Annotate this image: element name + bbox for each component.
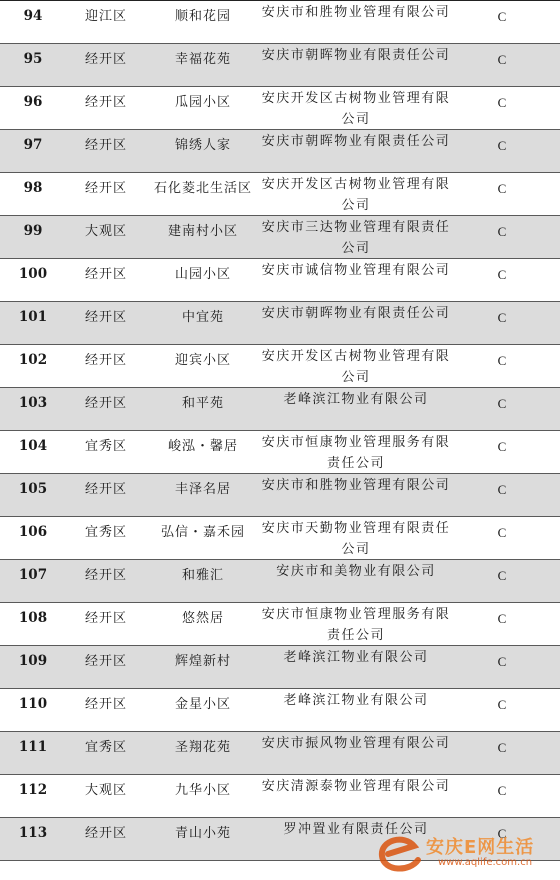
community-cell: 石化菱北生活区 bbox=[153, 181, 252, 196]
district-cell: 经开区 bbox=[84, 697, 127, 712]
company-cell: 安庆市朝晖物业有限责任公司 bbox=[261, 306, 451, 321]
company-cell: 安庆市和胜物业管理有限公司 bbox=[261, 478, 451, 493]
row-number: 103 bbox=[18, 395, 48, 411]
grade-cell: C bbox=[497, 439, 507, 454]
table-row bbox=[0, 474, 560, 517]
community-cell: 和雅汇 bbox=[181, 568, 224, 583]
community-cell: 丰泽名居 bbox=[174, 482, 231, 497]
district-cell: 大观区 bbox=[84, 224, 127, 239]
row-number: 104 bbox=[18, 438, 48, 454]
row-number: 94 bbox=[23, 8, 43, 24]
district-cell: 经开区 bbox=[84, 267, 127, 282]
company-cell: 罗冲置业有限责任公司 bbox=[283, 822, 429, 837]
community-cell: 顺和花园 bbox=[174, 9, 231, 24]
grade-cell: C bbox=[497, 181, 507, 196]
grade-cell: C bbox=[497, 568, 507, 583]
row-number: 109 bbox=[18, 653, 48, 669]
grade-cell: C bbox=[497, 224, 507, 239]
community-cell: 迎宾小区 bbox=[174, 353, 231, 368]
grade-cell: C bbox=[497, 138, 507, 153]
grade-cell: C bbox=[497, 697, 507, 712]
district-cell: 经开区 bbox=[84, 396, 127, 411]
table-row bbox=[0, 388, 560, 431]
table-row bbox=[0, 775, 560, 818]
row-number: 106 bbox=[18, 524, 48, 540]
community-cell: 瓜园小区 bbox=[174, 95, 231, 110]
row-number: 113 bbox=[18, 825, 48, 841]
community-cell: 峻泓・馨居 bbox=[167, 439, 238, 454]
table-row bbox=[0, 216, 560, 259]
community-cell: 建南村小区 bbox=[167, 224, 238, 239]
table-row bbox=[0, 130, 560, 173]
row-number: 108 bbox=[18, 610, 48, 626]
row-number: 112 bbox=[18, 782, 48, 798]
district-cell: 宜秀区 bbox=[84, 740, 127, 755]
district-cell: 宜秀区 bbox=[84, 525, 127, 540]
row-number: 97 bbox=[23, 137, 43, 153]
grade-cell: C bbox=[497, 783, 507, 798]
grade-cell: C bbox=[497, 654, 507, 669]
company-cell: 老峰滨江物业有限公司 bbox=[283, 650, 429, 665]
grade-cell: C bbox=[497, 95, 507, 110]
e-logo-icon bbox=[374, 830, 434, 876]
table-row bbox=[0, 87, 560, 130]
grade-cell: C bbox=[497, 482, 507, 497]
community-cell: 九华小区 bbox=[174, 783, 231, 798]
company-cell: 安庆开发区古树物业管理有限公司 bbox=[261, 349, 451, 385]
table-row bbox=[0, 689, 560, 732]
row-number: 95 bbox=[23, 51, 43, 67]
grade-cell: C bbox=[497, 740, 507, 755]
company-cell: 安庆市诚信物业管理有限公司 bbox=[261, 263, 451, 278]
district-cell: 经开区 bbox=[84, 826, 127, 841]
company-cell: 安庆市恒康物业管理服务有限责任公司 bbox=[261, 607, 451, 643]
company-cell: 安庆开发区古树物业管理有限公司 bbox=[261, 177, 451, 213]
district-cell: 经开区 bbox=[84, 482, 127, 497]
table-row bbox=[0, 646, 560, 689]
row-number: 101 bbox=[18, 309, 48, 325]
district-cell: 经开区 bbox=[84, 138, 127, 153]
grade-cell: C bbox=[497, 525, 507, 540]
company-cell: 安庆市和胜物业管理有限公司 bbox=[261, 5, 451, 20]
grade-cell: C bbox=[497, 52, 507, 67]
table-row bbox=[0, 603, 560, 646]
district-cell: 经开区 bbox=[84, 52, 127, 67]
row-number: 98 bbox=[23, 180, 43, 196]
table-row bbox=[0, 1, 560, 44]
grade-cell: C bbox=[497, 9, 507, 24]
district-cell: 经开区 bbox=[84, 95, 127, 110]
grade-cell: C bbox=[497, 310, 507, 325]
community-cell: 弘信・嘉禾园 bbox=[160, 525, 245, 540]
district-cell: 宜秀区 bbox=[84, 439, 127, 454]
table-row bbox=[0, 345, 560, 388]
row-number: 110 bbox=[18, 696, 48, 712]
grade-cell: C bbox=[497, 267, 507, 282]
district-cell: 经开区 bbox=[84, 654, 127, 669]
company-cell: 安庆开发区古树物业管理有限公司 bbox=[261, 91, 451, 127]
community-cell: 幸福花苑 bbox=[174, 52, 231, 67]
company-cell: 安庆市天勤物业管理有限责任公司 bbox=[261, 521, 451, 557]
table-row bbox=[0, 732, 560, 775]
table-row bbox=[0, 560, 560, 603]
row-number: 102 bbox=[18, 352, 48, 368]
row-number: 100 bbox=[18, 266, 48, 282]
table-row bbox=[0, 173, 560, 216]
table-row bbox=[0, 259, 560, 302]
community-cell: 和平苑 bbox=[181, 396, 224, 411]
district-cell: 大观区 bbox=[84, 783, 127, 798]
company-cell: 老峰滨江物业有限公司 bbox=[283, 693, 429, 708]
grade-cell: C bbox=[497, 353, 507, 368]
company-cell: 安庆市和美物业有限公司 bbox=[276, 564, 436, 579]
row-number: 96 bbox=[23, 94, 43, 110]
community-cell: 辉煌新村 bbox=[174, 654, 231, 669]
community-cell: 山园小区 bbox=[174, 267, 231, 282]
community-cell: 金星小区 bbox=[174, 697, 231, 712]
company-cell: 安庆市三达物业管理有限责任公司 bbox=[261, 220, 451, 256]
row-number: 107 bbox=[18, 567, 48, 583]
watermark-site-name: 安庆E网生活 bbox=[426, 837, 535, 858]
district-cell: 经开区 bbox=[84, 310, 127, 325]
district-cell: 经开区 bbox=[84, 181, 127, 196]
company-cell: 安庆市朝晖物业有限责任公司 bbox=[261, 134, 451, 149]
district-cell: 经开区 bbox=[84, 568, 127, 583]
district-cell: 迎江区 bbox=[84, 9, 127, 24]
company-cell: 老峰滨江物业有限公司 bbox=[283, 392, 429, 407]
row-number: 111 bbox=[18, 739, 48, 755]
company-cell: 安庆市恒康物业管理服务有限责任公司 bbox=[261, 435, 451, 471]
table-row bbox=[0, 431, 560, 474]
community-cell: 锦绣人家 bbox=[174, 138, 231, 153]
company-cell: 安庆清源泰物业管理有限公司 bbox=[261, 779, 451, 794]
watermark-url: www.aqlife.com.cn bbox=[438, 857, 533, 868]
grade-cell: C bbox=[497, 826, 507, 841]
grade-cell: C bbox=[497, 611, 507, 626]
district-cell: 经开区 bbox=[84, 611, 127, 626]
table-row bbox=[0, 302, 560, 345]
district-cell: 经开区 bbox=[84, 353, 127, 368]
row-number: 105 bbox=[18, 481, 48, 497]
community-cell: 青山小苑 bbox=[174, 826, 231, 841]
row-number: 99 bbox=[23, 223, 43, 239]
community-cell: 中宜苑 bbox=[181, 310, 224, 325]
table-row bbox=[0, 44, 560, 87]
grade-cell: C bbox=[497, 396, 507, 411]
table-row bbox=[0, 517, 560, 560]
company-cell: 安庆市朝晖物业有限责任公司 bbox=[261, 48, 451, 63]
company-cell: 安庆市振风物业管理有限公司 bbox=[261, 736, 451, 751]
community-cell: 圣翔花苑 bbox=[174, 740, 231, 755]
community-cell: 悠然居 bbox=[181, 611, 224, 626]
site-watermark bbox=[374, 830, 554, 876]
